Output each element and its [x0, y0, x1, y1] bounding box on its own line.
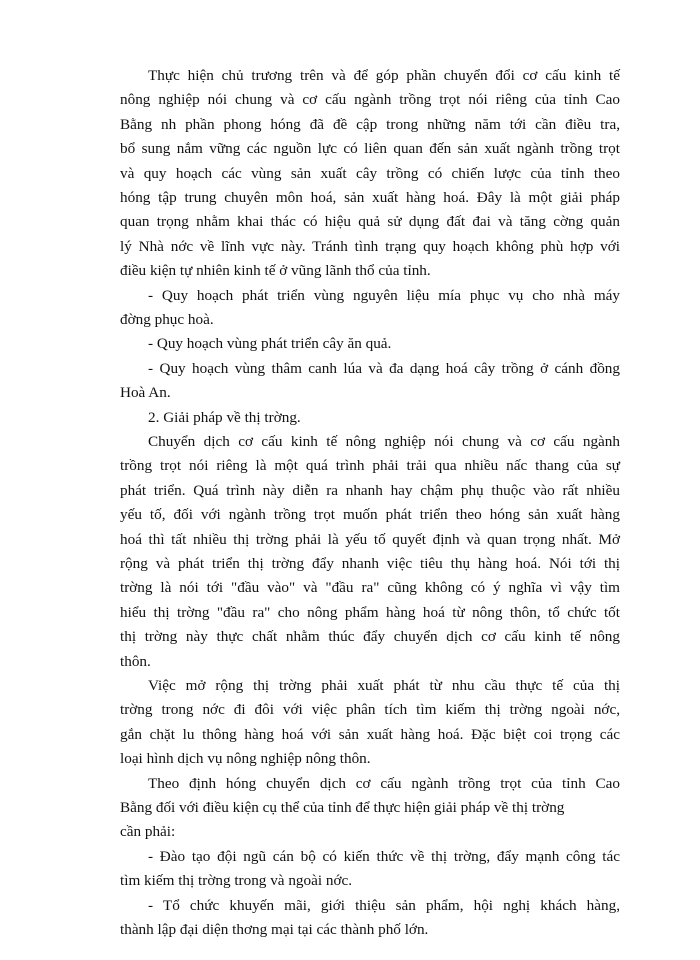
text-line: Việc mở rộng thị trờng phải xuất phát từ nhu cầu thực tế của thị — [148, 677, 620, 694]
text-line: nông nghiệp nói chung và cơ cấu ngành trồng trọt nói riêng của tỉnh Cao — [120, 91, 620, 109]
text-line: đờng phục hoà. — [120, 311, 214, 328]
text-line: điều kiện tự nhiên kinh tế ở vũng lãnh thổ của tỉnh. — [120, 262, 431, 280]
text-line: cần phải: — [120, 823, 176, 841]
text-line: - Quy hoạch phát triển vùng nguyên liệu mía phục vụ cho nhà máy — [148, 286, 620, 304]
text-line: và quy hoạch các vùng sản xuất cây trồng có chiến lược của tỉnh theo — [120, 164, 620, 182]
text-line: quan trọng nhằm khai thác có hiệu quả sử dụng đất đai và tăng cờng quản — [120, 213, 620, 231]
text-line: loại hình dịch vụ nông nghiệp nông thôn. — [120, 750, 371, 768]
text-line: Chuyển dịch cơ cấu kinh tế nông nghiệp nói chung và cơ cấu ngành — [148, 433, 620, 450]
text-line: phát triển. Quá trình này diễn ra nhanh hay chậm phụ thuộc vào rất nhiều — [120, 481, 620, 499]
text-line: Bằng đối với điều kiện cụ thể của tỉnh để thực hiện giải pháp về thị trờng — [120, 799, 565, 816]
text-line: hóng tập trung chuyên môn hoá, sản xuất hàng hoá. Đây là một giải pháp — [120, 189, 620, 206]
text-line: Hoà An. — [120, 384, 171, 402]
text-line: trờng trong nớc đi đôi với việc phân tích tìm kiếm thị trờng ngoài nớc, — [120, 701, 620, 719]
text-line: thành lập đại diện thơng mại tại các thành phố lớn. — [120, 921, 429, 938]
text-line: - Đào tạo đội ngũ cán bộ có kiến thức về thị trờng, đẩy mạnh công tác — [148, 847, 620, 865]
section-heading: 2. Giải pháp về thị trờng. — [148, 408, 301, 426]
text-line: - Quy hoạch vùng phát triển cây ăn quả. — [148, 335, 392, 353]
text-line: hoá thì tất nhiều thị trờng phải là yếu tố quyết định và quan trọng nhất. Mở — [120, 530, 620, 548]
text-line: yếu tố, đối với ngành trồng trọt muốn phát triển theo hóng sản xuất hàng — [120, 506, 620, 524]
text-line: rộng và phát triển thị trờng đẩy nhanh việc tiêu thụ hàng hoá. Nói tới thị — [120, 555, 620, 572]
text-line: - Tổ chức khuyến mãi, giới thiệu sản phẩm, hội nghị khách hàng, — [148, 896, 620, 914]
text-line: Theo định hóng chuyển dịch cơ cấu ngành trồng trọt của tỉnh Cao — [148, 774, 620, 792]
text-line: gắn chặt lu thông hàng hoá với sản xuất hàng hoá. Đặc biệt coi trọng các — [120, 725, 620, 743]
text-line: Bằng nh phần phong hóng đã đề cập trong những năm tới cần điều tra, — [120, 115, 620, 133]
text-line: thị trờng này thực chất nhằm thúc đẩy chuyển dịch cơ cấu kinh tế nông — [120, 628, 620, 646]
text-line: trồng trọt nói riêng là một quá trình phải trải qua nhiều nấc thang của sự — [120, 457, 620, 475]
text-line: Thực hiện chủ trương trên và để góp phần chuyển đổi cơ cấu kinh tế — [148, 67, 620, 84]
text-line: trờng là nói tới "đầu vào" và "đầu ra" cũng không có ý nghĩa vì vậy tìm — [120, 579, 620, 597]
text-line: hiểu thị trờng "đầu ra" cho nông phẩm hàng hoá từ nông thôn, tổ chức tốt — [120, 603, 620, 621]
text-line: bổ sung nắm vững các nguồn lực có liên quan đến sản xuất ngành trồng trọt — [120, 140, 620, 158]
text-line: - Quy hoạch vùng thâm canh lúa và đa dạng hoá cây trồng ở cánh đồng — [148, 359, 620, 377]
text-line: thôn. — [120, 652, 151, 670]
text-line: lý Nhà nớc về lĩnh vực này. Tránh tình trạng quy hoạch không phù hợp với — [120, 237, 620, 255]
text-line: tìm kiếm thị trờng trong và ngoài nớc. — [120, 872, 353, 890]
